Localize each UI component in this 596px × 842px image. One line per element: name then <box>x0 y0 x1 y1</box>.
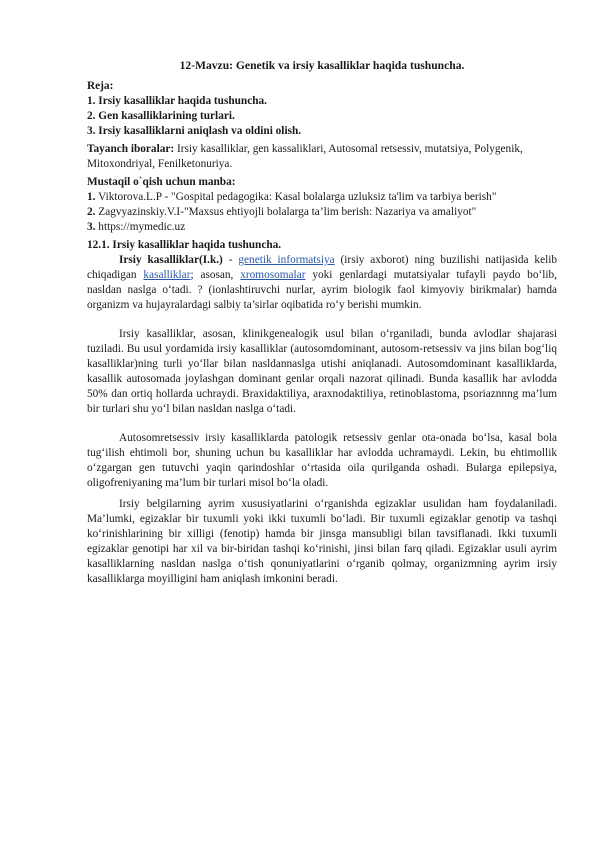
keywords <box>87 142 557 172</box>
keywords-text: Irsiy kasalliklar, gen kassaliklari, Autosomal retsessiv, mutatsiya, Polygenik, Mitoxondriyal, Fenilketonuriya. <box>87 143 523 170</box>
sources-heading: Mustaqil o`qish uchun manba: <box>87 176 236 188</box>
plan-heading: Reja: <box>87 80 114 92</box>
plan-item: 2. Gen kasalliklarining turlari. <box>87 110 235 122</box>
text-run: ; asosan, <box>190 269 241 281</box>
source-number: 3. <box>87 221 96 233</box>
paragraph: Irsiy kasalliklar, asosan, klinikgenealogik usul bilan o‘rganiladi, bunda avlodlar shajarasi tuziladi. Bu usul yordamida irsiy kasalliklar (autosomdominant, autosom-retsessiv va jins bilan bog‘liq kasalliklar)ning turli yo‘llar bilan nasldannaslga utishi aniqlanadi. Autosomdominant kasalliklarda, kasallik autosomada joylashgan dominant genlar orqali nazorat qilinadi. Bunda kasallik har avlodda 50% dan ortiq hollarda uchraydi. Braxidaktiliya, araxnodaktiliya, retinoblastoma, psoriaznnng ma’lum bir turlari shu yo‘l bilan nasldan naslga o‘tadi. <box>87 328 557 415</box>
link-genetik-informatsiya[interactable]: genetik informatsiya <box>238 254 335 266</box>
paragraph: Irsiy belgilarning ayrim xususiyatlarini o‘rganishda egizaklar usulidan ham foydalaniladi. Ma’lumki, egizaklar bir tuxumli yoki ikki tuxumli bo‘ladi. Bir tuxumli egizaklar genotip va tashqi ko‘rinishlarining bir xilligi (fenotip) hamda bir jinsga mansubligi bilan tavsiflanadi. Ikki tuxumli egizaklar genotipi har xil va bir-biridan tashqi ko‘rinishi, jinsi bilan farq qiladi. Egizaklar usuli ayrim kasalliklarning nasldan naslga o‘tish qonuniyatlarini o‘rganib qolmay, organizmning ayrim irsiy kasalliklarga moyilligini ham aniqlash imkonini beradi. <box>87 498 557 585</box>
text-run: - <box>222 254 239 266</box>
plan-item: 3. Irsiy kasalliklarni aniqlash va oldini olish. <box>87 125 302 137</box>
source-item <box>87 190 557 205</box>
source-number: 2. <box>87 206 96 218</box>
source-number: 1. <box>87 191 96 203</box>
paragraph: Autosomretsessiv irsiy kasalliklarda patologik retsessiv genlar ota-onada bo‘lsa, kasal bola tug‘ilish ehtimoli bor, shuning uchun bu kasalliklar har avlodda uchramaydi. Lekin, bu ehtimollik o‘zgargan gen tutuvchi yaqin qarindoshlar o‘rtasida oila qurilganda oshadi. Bularga epilepsiya, oligofreniyaning ma’lum bir turlari misol bo‘la oladi. <box>87 432 557 489</box>
link-xromosomalar[interactable]: xromosomalar <box>240 269 306 281</box>
source-item <box>87 220 557 235</box>
section-heading: 12.1. Irsiy kasalliklar haqida tushuncha. <box>87 239 282 251</box>
document-page <box>87 58 557 587</box>
source-item <box>87 205 557 220</box>
keywords-label: Tayanch iboralar: <box>87 143 175 155</box>
plan-item: 1. Irsiy kasalliklar haqida tushuncha. <box>87 95 267 107</box>
page-title: 12-Mavzu: Genetik va irsiy kasalliklar haqida tushuncha. <box>179 59 465 72</box>
source-text: Zagvyazinskiy.V.I-"Maxsus ehtiyojli bolalarga ta’lim berish: Nazariya va amaliyot" <box>95 206 477 218</box>
text-run: yoki genlardagi mutatsiyalar tufayli paydo bo‘lib, nasldan naslga o‘tadi. ? (ionlashtiruvchi nurlar, ayrim biologik faol kimyoviy birikmalar) hamda organizm va hujayralardagi salbiy ta’sirlar oqibatida ro‘y berishi mumkin. <box>87 269 557 311</box>
spacer <box>87 313 557 327</box>
paragraph <box>87 253 557 313</box>
source-text: Viktorova.L.P - "Gospital pedagogika: Kasal bolalarga uzluksiz ta'lim va tarbiya berish" <box>95 191 497 203</box>
source-link[interactable]: https://mymedic.uz <box>95 221 186 233</box>
link-kasalliklar[interactable]: kasalliklar <box>143 269 191 281</box>
term-lead: Irsiy kasalliklar(I.k.) <box>119 254 223 266</box>
spacer <box>87 417 557 431</box>
text-run: (irsiy axborot) ning buzilishi natijasida kelib chiqadigan <box>87 254 558 281</box>
